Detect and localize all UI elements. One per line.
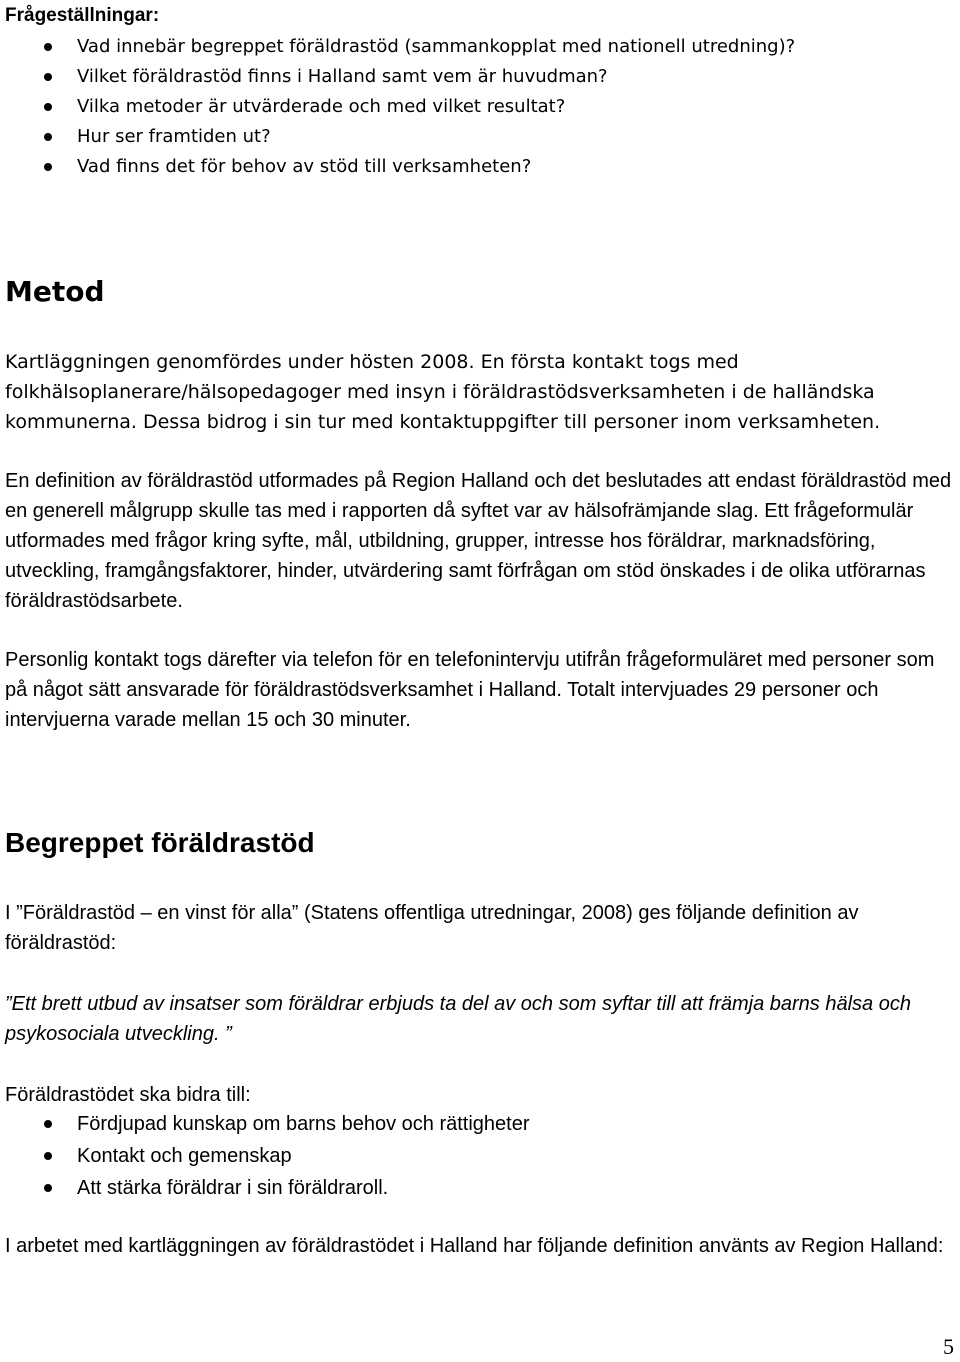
questions-heading: Frågeställningar: [5,5,160,26]
begreppet-paragraph-1: I ”Föräldrastöd – en vinst för alla” (Statens offentliga utredningar, 2008) ges följande definition av föräldrastöd: [5,902,859,954]
list-item-text: Vilket föräldrastöd finns i Halland samt vem är huvudman? [77,66,608,87]
bullet-icon [44,73,52,81]
bullet-icon [44,133,52,141]
list-item [0,1140,530,1172]
list-item-text: Vilka metoder är utvärderade och med vilket resultat? [77,96,566,117]
bullet-icon [44,1120,52,1128]
bullet-icon [44,163,52,171]
page-number: 5 [943,1334,954,1359]
list-item-text: Hur ser framtiden ut? [77,126,271,147]
bullet-icon [44,103,52,111]
bullet-icon [44,43,52,51]
metod-paragraph-1: Kartläggningen genomfördes under hösten 2008. En första kontakt togs med folkhälsoplanerare/hälsopedagoger med insyn i föräldrastödsverksamheten i de halländska kommunerna. Dessa bidrog i sin tur med kontaktuppgifter till personer inom verksamheten. [5,351,881,433]
list-item [0,122,795,152]
begreppet-paragraph-2: I arbetet med kartläggningen av föräldrastödet i Halland har följande definition använts av Region Halland: [5,1235,944,1257]
metod-paragraph-2: En definition av föräldrastöd utformades på Region Halland och det beslutades att endast föräldrastöd med en generell målgrupp skulle tas med i rapporten då syftet var av hälsofrämjande slag. Ett frågeformulär utformades med frågor kring syfte, mål, utbildning, grupper, intresse hos föräldrar, marknadsföring, utveckling, framgångsfaktorer, hinder, utvärdering samt förfrågan om stöd önskades i de olika utförarnas föräldrastödsarbete. [5,470,952,612]
metod-paragraph-3: Personlig kontakt togs därefter via telefon för en telefonintervju utifrån frågeformuläret med personer som på något sätt ansvarade för föräldrastödsverksamhet i Halland. Totalt intervjuades 29 personer och intervjuerna varade mellan 15 och 30 minuter. [5,649,935,731]
definition-quote: ”Ett brett utbud av insatser som föräldrar erbjuds ta del av och som syftar till att främja barns hälsa och psykosociala utveckling. ” [5,993,911,1045]
list-item-text: Vad innebär begreppet föräldrastöd (sammankopplat med nationell utredning)? [77,36,796,57]
list-item [0,152,795,182]
list-item [0,1172,530,1204]
questions-list [0,32,795,182]
list-item [0,1108,530,1140]
list-item [0,32,795,62]
list-intro: Föräldrastödet ska bidra till: [5,1084,251,1106]
list-item [0,92,795,122]
bullet-icon [44,1184,52,1192]
list-item-text: Fördjupad kunskap om barns behov och rättigheter [77,1113,530,1135]
list-item-text: Att stärka föräldrar i sin föräldraroll. [77,1177,389,1199]
begreppet-heading: Begreppet föräldrastöd [5,827,315,858]
list-item-text: Vad finns det för behov av stöd till verksamheten? [77,156,532,177]
bullet-icon [44,1152,52,1160]
goals-list [0,1108,530,1204]
list-item [0,62,795,92]
metod-heading: Metod [5,275,105,308]
list-item-text: Kontakt och gemenskap [77,1145,292,1167]
